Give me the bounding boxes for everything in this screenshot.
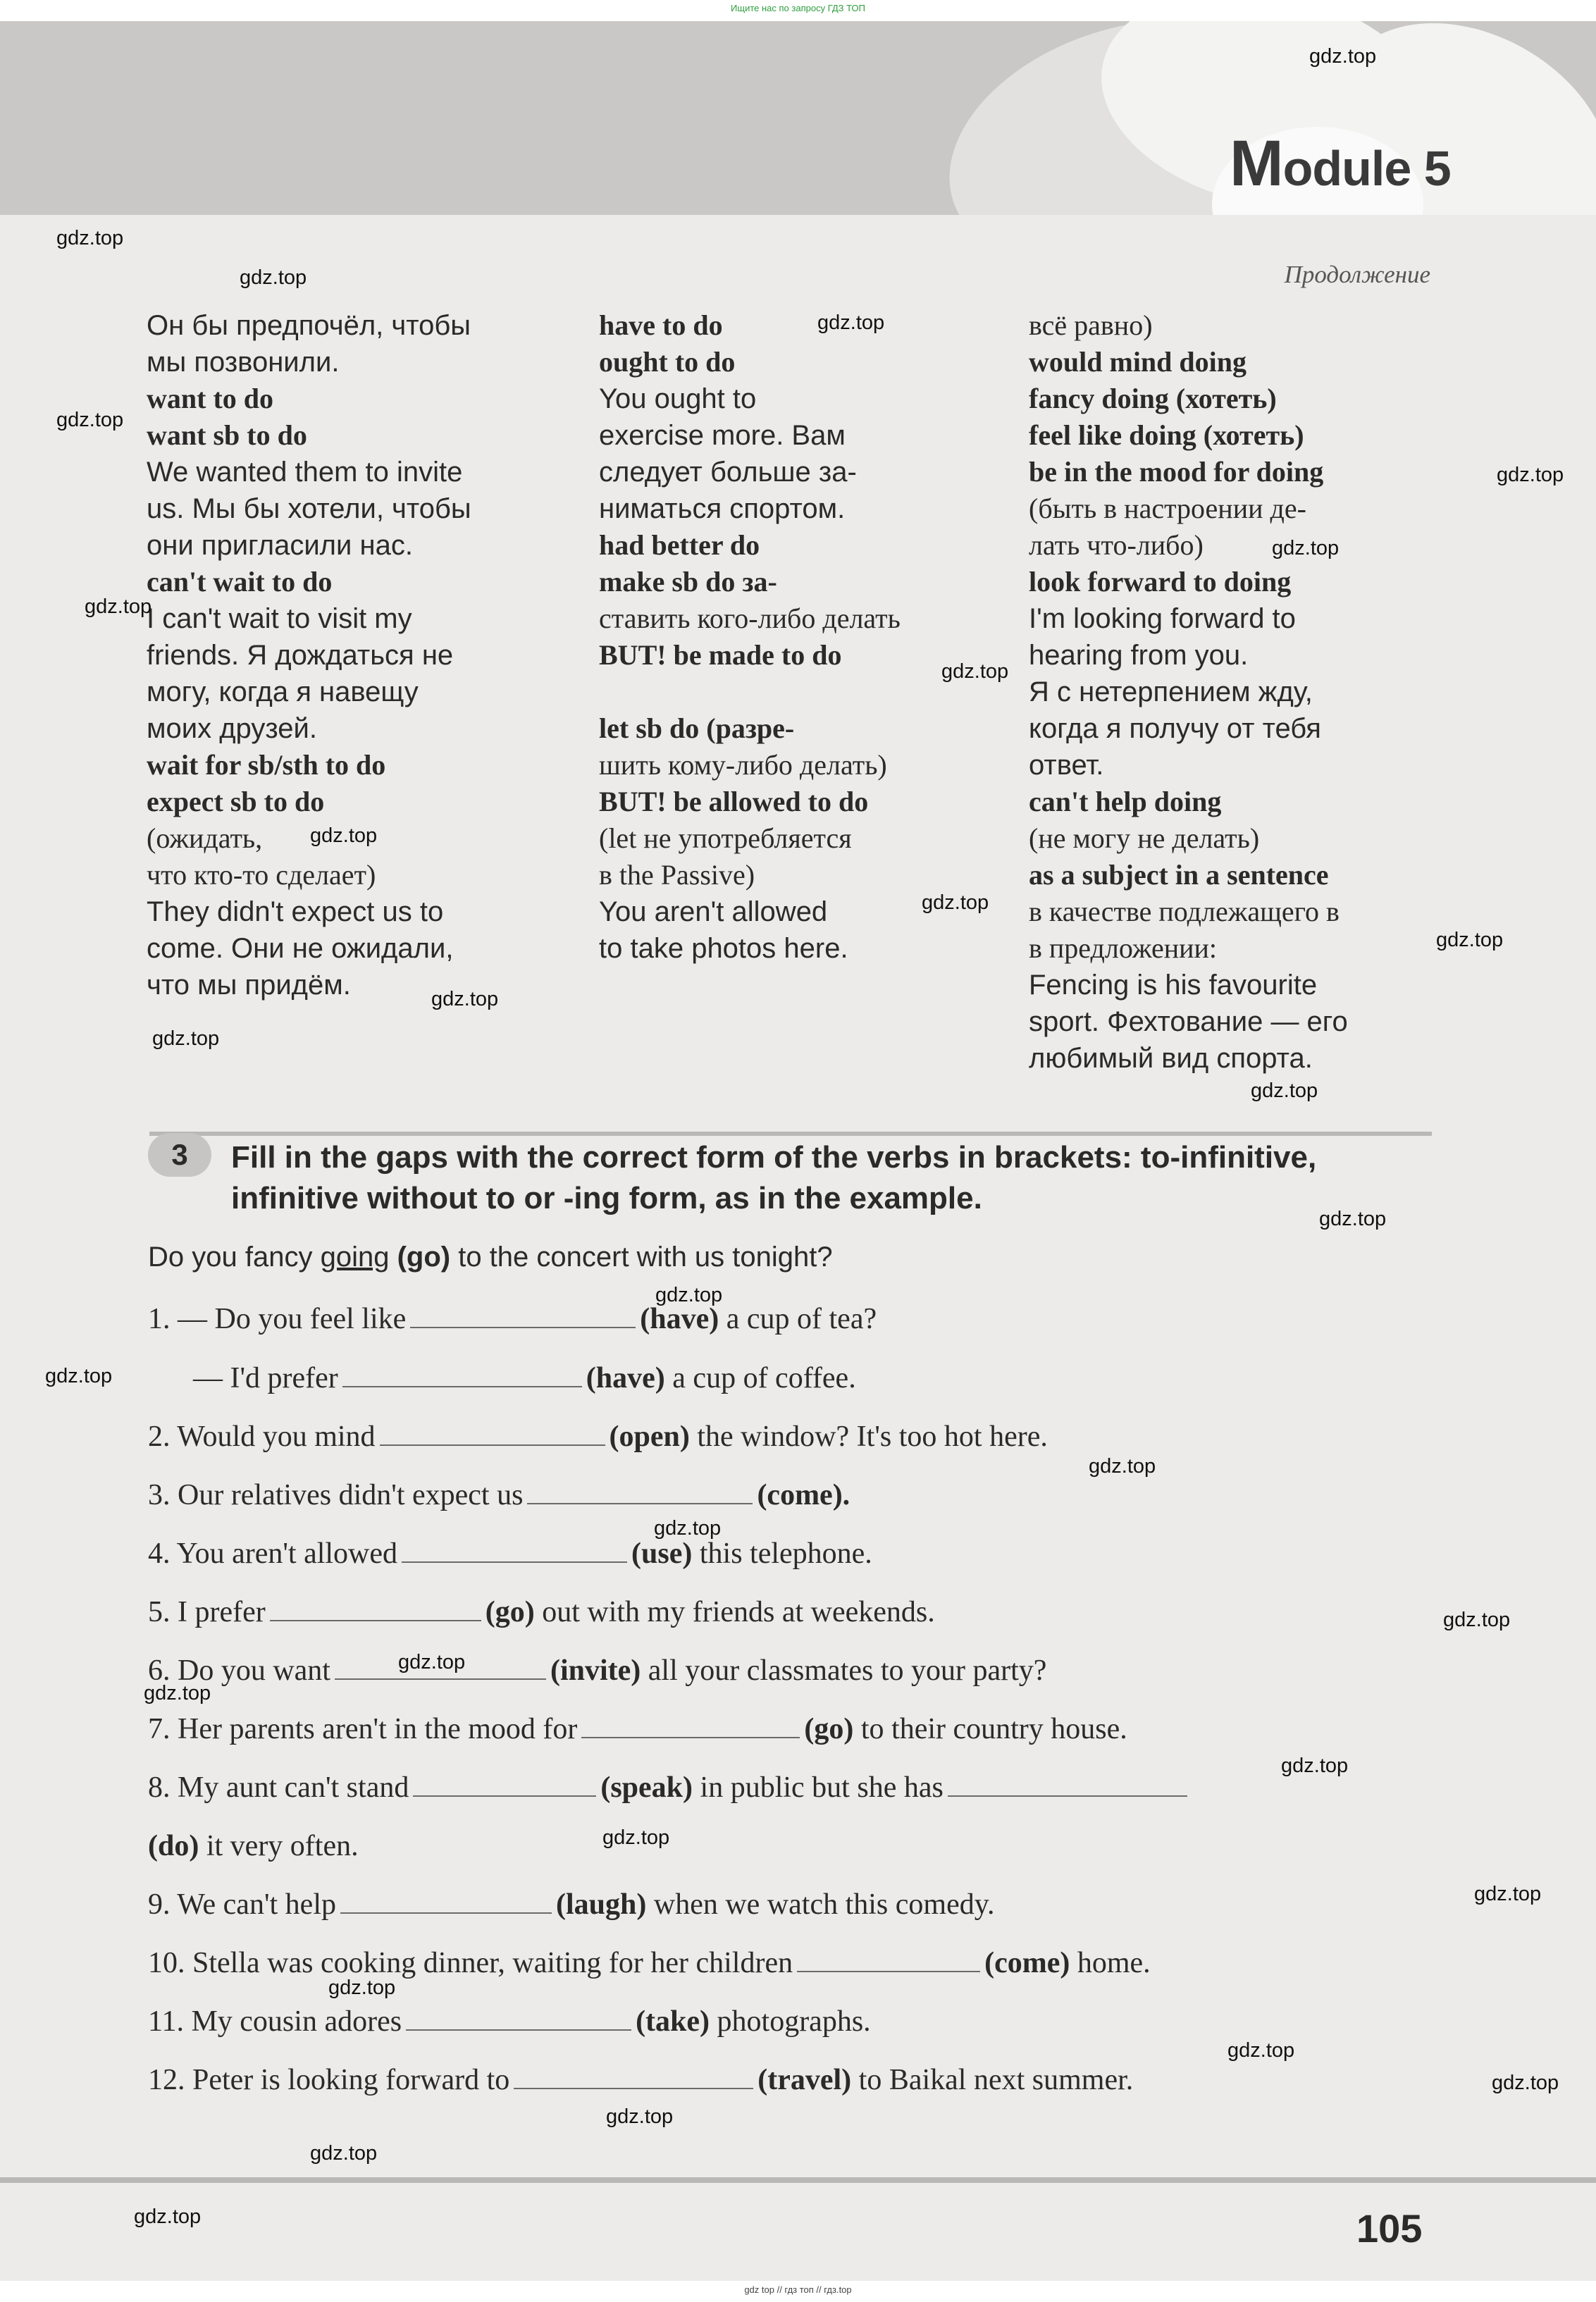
item-text: 6. Do you want [148,1654,330,1687]
item-text: when we watch this comedy. [653,1888,995,1921]
example-answer: going [320,1242,390,1273]
watermark: gdz.top [654,1517,722,1540]
watermark: gdz.top [1497,464,1564,486]
reference-line: что мы придём. [147,970,351,1001]
reference-line: в предложении: [1029,932,1218,964]
reference-line: Fencing is his favourite [1029,970,1318,1001]
watermark: gdz.top [431,988,499,1010]
verb-hint: (have) [640,1303,719,1335]
reference-column-right [1029,307,1348,1077]
reference-line: can't wait to do [147,566,333,598]
reference-line: would mind doing [1029,346,1247,378]
watermark: gdz.top [134,2205,202,2228]
item-text: to their country house. [860,1713,1127,1745]
watermark: gdz.top [310,2142,378,2165]
reference-line: лать что-либо) [1029,529,1204,561]
watermark: gdz.top [152,1027,220,1050]
exercise-item [193,1361,856,1395]
watermark: gdz.top [1436,929,1504,951]
watermark: gdz.top [144,1682,211,1704]
reference-line: могу, когда я навещу [147,676,419,707]
exercise-item [148,1478,850,1512]
exercise-item [148,1595,935,1629]
watermark: gdz.top [1251,1079,1318,1102]
item-text: 10. Stella was cooking dinner, waiting for her children [148,1947,793,1979]
reference-line: to take photos here. [599,933,848,964]
reference-line: had better do [599,529,760,561]
verb-hint: (travel) [757,2064,852,2096]
verb-hint: (laugh) [556,1888,647,1921]
verb-hint: (take) [636,2005,710,2038]
reference-line [599,674,901,710]
exercise-item [148,1420,1048,1454]
reference-line: I can't wait to visit my [147,603,412,634]
reference-line: have to do [599,309,723,341]
reference-line: ответ. [1029,750,1104,781]
reference-line: (быть в настроении де- [1029,493,1306,524]
item-text: in public but she has [700,1771,944,1804]
reference-line: want sb to do [147,419,307,451]
item-text: to Baikal next summer. [858,2064,1134,2096]
answer-gap[interactable] [270,1599,481,1621]
verb-hint: (come) [984,1947,1070,1979]
item-text: out with my friends at weekends. [542,1596,935,1628]
exercise-item [148,1654,1046,1688]
reference-line: want to do [147,383,274,414]
item-text: 11. My cousin adores [148,2005,402,2038]
watermark: gdz.top [398,1651,466,1673]
section-divider [149,1132,1432,1136]
reference-line: они пригласили нас. [147,530,413,561]
reference-line: в качестве подлежащего в [1029,896,1340,927]
reference-line: friends. Я дождаться не [147,640,454,671]
item-text: a cup of coffee. [672,1362,856,1394]
answer-gap[interactable] [514,2067,753,2089]
item-text: home. [1077,1947,1151,1979]
reference-line: hearing from you. [1029,640,1249,671]
verb-hint: (invite) [550,1654,641,1687]
verb-hint: (go) [804,1713,854,1745]
answer-gap[interactable] [797,1950,980,1972]
item-text: the window? It's too hot here. [697,1421,1048,1453]
answer-gap[interactable] [342,1365,582,1387]
reference-line: в the Passive) [599,859,755,891]
answer-gap[interactable] [380,1423,605,1446]
reference-line: когда я получу от тебя [1029,713,1321,744]
watermark: gdz.top [941,660,1009,683]
item-text: it very often. [206,1830,359,1862]
verb-hint: (use) [631,1537,693,1570]
watermark: gdz.top [1474,1883,1542,1905]
reference-line: (ожидать, [147,822,263,854]
reference-line: любимый вид спорта. [1029,1043,1313,1074]
reference-line: (не могу не делать) [1029,822,1260,854]
watermark: gdz.top [1089,1455,1156,1478]
answer-gap[interactable] [402,1540,627,1563]
exercise-item [148,1888,995,1922]
item-text: 8. My aunt can't stand [148,1771,409,1804]
reference-line: expect sb to do [147,786,325,817]
item-text: 9. We can't help [148,1888,336,1921]
watermark: gdz.top [1492,2072,1559,2094]
reference-column-left [147,307,471,1003]
exercise-instruction: Fill in the gaps with the correct form of the verbs in brackets: to-infinitive, infinitive without to or -ing form, as in the example. [231,1140,1317,1215]
reference-line: ought to do [599,346,736,378]
exercise-item [148,1302,877,1336]
item-text: 2. Would you mind [148,1421,376,1453]
verb-hint: (have) [586,1362,665,1394]
watermark: gdz.top [602,1826,670,1849]
exercise-item [148,1712,1127,1746]
reference-line: They didn't expect us to [147,896,444,927]
reference-line: ставить кого-либо делать [599,602,901,634]
watermark: gdz.top [922,891,989,914]
answer-gap[interactable] [413,1774,596,1797]
watermark: gdz.top [606,2105,674,2128]
reference-line: You ought to [599,383,757,414]
reference-line: We wanted them to invite [147,457,463,488]
reference-line: exercise more. Вам [599,420,846,451]
item-text: — I'd prefer [193,1362,338,1394]
watermark: gdz.top [240,266,307,289]
reference-line: мы позвонили. [147,347,340,378]
watermark: gdz.top [1281,1755,1349,1777]
exercise-number: 3 [148,1133,211,1177]
verb-hint: (speak) [600,1771,693,1804]
module-title: Module 5 [1230,128,1451,199]
watermark: gdz.top [817,311,885,334]
watermark: gdz.top [1319,1208,1387,1230]
item-text: a cup of tea? [726,1303,877,1335]
reference-line: us. Мы бы хотели, чтобы [147,493,471,524]
watermark: gdz.top [1309,45,1377,68]
exercise-item [148,1537,872,1571]
watermark: gdz.top [328,1976,396,1999]
verb-hint: (open) [609,1421,690,1453]
reference-line: feel like doing (хотеть) [1029,419,1304,451]
watermark: gdz.top [85,595,152,618]
reference-line: шить кому-либо делать) [599,749,887,781]
reference-line: fancy doing (хотеть) [1029,383,1277,414]
continuation-label: Продолжение [1284,261,1430,288]
exercise-item [148,2063,1133,2097]
reference-line: be in the mood for doing [1029,456,1324,488]
reference-line: моих друзей. [147,713,317,744]
item-text: 1. — Do you feel like [148,1303,407,1335]
reference-line: can't help doing [1029,786,1222,817]
reference-line: всё равно) [1029,309,1153,341]
item-text: 7. Her parents aren't in the mood for [148,1713,578,1745]
exercise-item [148,1771,1192,1805]
exercise-item [148,1829,359,1863]
reference-line: BUT! be allowed to do [599,786,869,817]
reference-line: wait for sb/sth to do [147,749,386,781]
reference-line: Он бы предпочёл, чтобы [147,310,471,341]
reference-line: You aren't allowed [599,896,828,927]
answer-gap[interactable] [406,2008,631,2031]
example-sentence: Do you fancy going (go) to the concert with us tonight? [148,1242,833,1273]
item-text: 5. I prefer [148,1596,266,1628]
watermark: gdz.top [1272,537,1340,559]
verb-hint: (do) [148,1830,199,1862]
reference-column-middle [599,307,901,967]
watermark: gdz.top [56,227,124,249]
reference-line: come. Они не ожидали, [147,933,454,964]
watermark: gdz.top [310,824,378,847]
reference-line: (let не употребляется [599,822,852,854]
exercise-item [148,2005,871,2038]
item-text: photographs. [717,2005,871,2038]
bottom-note: gdz top // гдз топ // гдз.top [744,2284,852,2295]
reference-line: BUT! be made to do [599,639,842,671]
reference-line: sport. Фехтование — его [1029,1006,1348,1037]
answer-gap[interactable] [527,1482,753,1504]
item-text: all your classmates to your party? [648,1654,1047,1687]
item-text: 4. You aren't allowed [148,1537,398,1570]
page-number: 105 [1356,2206,1423,2251]
item-text: 3. Our relatives didn't expect us [148,1479,524,1511]
answer-gap[interactable] [410,1306,636,1328]
answer-gap[interactable] [948,1774,1187,1797]
reference-line: I'm looking forward to [1029,603,1296,634]
reference-line: make sb do за- [599,566,777,598]
item-text: 12. Peter is looking forward to [148,2064,510,2096]
watermark: gdz.top [1227,2039,1295,2062]
watermark: gdz.top [45,1365,113,1387]
bottom-divider [0,2177,1596,2183]
answer-gap[interactable] [581,1716,800,1738]
verb-hint: (come). [757,1479,850,1511]
watermark: gdz.top [655,1284,723,1306]
verb-hint: (go) [485,1596,535,1628]
reference-line: as a subject in a sentence [1029,859,1329,891]
reference-line: look forward to doing [1029,566,1292,598]
answer-gap[interactable] [340,1891,552,1914]
reference-line: что кто-то сделает) [147,859,376,891]
item-text: this telephone. [699,1537,872,1570]
reference-line: следует больше за- [599,457,857,488]
watermark: gdz.top [1443,1609,1511,1631]
top-note: Ищите нас по запросу ГДЗ ТОП [731,3,865,13]
reference-line: ниматься спортом. [599,493,846,524]
watermark: gdz.top [56,409,124,431]
exercise-item [148,1946,1151,1980]
reference-line: let sb do (разре- [599,712,795,744]
reference-line: Я с нетерпением жду, [1029,676,1313,707]
